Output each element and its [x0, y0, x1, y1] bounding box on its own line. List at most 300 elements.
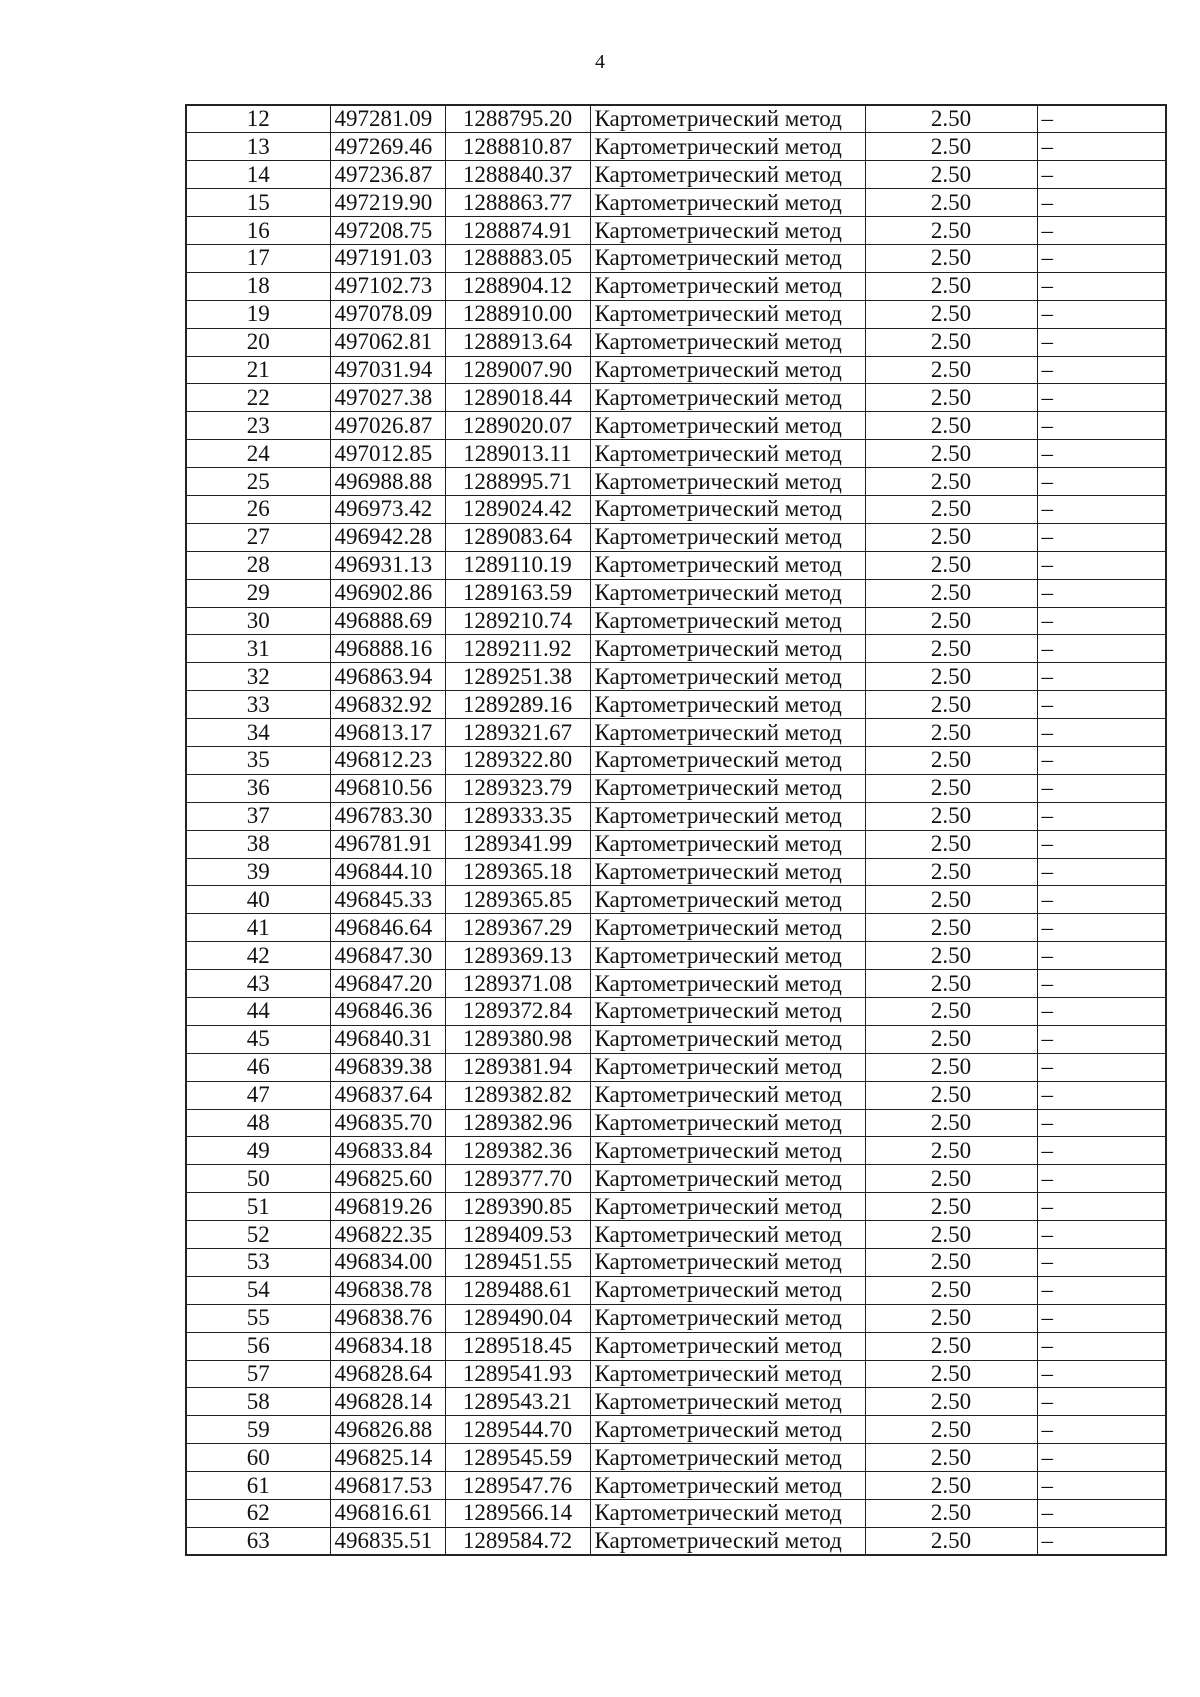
- coordinates-table: [185, 104, 1167, 1556]
- note-cell: –: [1037, 133, 1166, 161]
- x-coordinate-cell: 496832.92: [330, 691, 445, 719]
- x-coordinate-cell: 496840.31: [330, 1025, 445, 1053]
- y-coordinate-cell: 1289390.85: [445, 1193, 590, 1221]
- method-cell: Картометрический метод: [590, 746, 865, 774]
- point-number-cell: 57: [186, 1360, 330, 1388]
- point-number-cell: 42: [186, 942, 330, 970]
- table-row: [186, 105, 1166, 133]
- table-row: [186, 1416, 1166, 1444]
- table-row: [186, 663, 1166, 691]
- x-coordinate-cell: 497219.90: [330, 189, 445, 217]
- y-coordinate-cell: 1289518.45: [445, 1332, 590, 1360]
- x-coordinate-cell: 497012.85: [330, 440, 445, 468]
- point-number-cell: 41: [186, 914, 330, 942]
- table-row: [186, 1193, 1166, 1221]
- accuracy-cell: 2.50: [865, 1053, 1037, 1081]
- x-coordinate-cell: 497208.75: [330, 217, 445, 245]
- note-cell: –: [1037, 1500, 1166, 1528]
- x-coordinate-cell: 496833.84: [330, 1137, 445, 1165]
- accuracy-cell: 2.50: [865, 356, 1037, 384]
- table-row: [186, 523, 1166, 551]
- table-row: [186, 1025, 1166, 1053]
- y-coordinate-cell: 1288904.12: [445, 272, 590, 300]
- accuracy-cell: 2.50: [865, 384, 1037, 412]
- point-number-cell: 33: [186, 691, 330, 719]
- method-cell: Картометрический метод: [590, 663, 865, 691]
- note-cell: –: [1037, 1221, 1166, 1249]
- method-cell: Картометрический метод: [590, 1221, 865, 1249]
- table-row: [186, 161, 1166, 189]
- point-number-cell: 16: [186, 217, 330, 245]
- point-number-cell: 29: [186, 579, 330, 607]
- x-coordinate-cell: 497031.94: [330, 356, 445, 384]
- note-cell: –: [1037, 1249, 1166, 1277]
- accuracy-cell: 2.50: [865, 1193, 1037, 1221]
- point-number-cell: 37: [186, 802, 330, 830]
- accuracy-cell: 2.50: [865, 300, 1037, 328]
- method-cell: Картометрический метод: [590, 1165, 865, 1193]
- table-row: [186, 495, 1166, 523]
- point-number-cell: 61: [186, 1472, 330, 1500]
- method-cell: Картометрический метод: [590, 1444, 865, 1472]
- point-number-cell: 60: [186, 1444, 330, 1472]
- y-coordinate-cell: 1289211.92: [445, 635, 590, 663]
- x-coordinate-cell: 496942.28: [330, 523, 445, 551]
- note-cell: –: [1037, 830, 1166, 858]
- note-cell: –: [1037, 551, 1166, 579]
- table-row: [186, 133, 1166, 161]
- method-cell: Картометрический метод: [590, 272, 865, 300]
- table-row: [186, 189, 1166, 217]
- point-number-cell: 50: [186, 1165, 330, 1193]
- accuracy-cell: 2.50: [865, 1304, 1037, 1332]
- y-coordinate-cell: 1289380.98: [445, 1025, 590, 1053]
- method-cell: Картометрический метод: [590, 970, 865, 998]
- point-number-cell: 25: [186, 468, 330, 496]
- coordinates-table-body: [186, 105, 1166, 1555]
- accuracy-cell: 2.50: [865, 551, 1037, 579]
- table-row: [186, 412, 1166, 440]
- table-row: [186, 914, 1166, 942]
- point-number-cell: 28: [186, 551, 330, 579]
- note-cell: –: [1037, 1527, 1166, 1555]
- method-cell: Картометрический метод: [590, 830, 865, 858]
- x-coordinate-cell: 496902.86: [330, 579, 445, 607]
- note-cell: –: [1037, 1137, 1166, 1165]
- table-row: [186, 1165, 1166, 1193]
- point-number-cell: 26: [186, 495, 330, 523]
- x-coordinate-cell: 497027.38: [330, 384, 445, 412]
- accuracy-cell: 2.50: [865, 105, 1037, 133]
- table-row: [186, 551, 1166, 579]
- y-coordinate-cell: 1289377.70: [445, 1165, 590, 1193]
- table-row: [186, 217, 1166, 245]
- method-cell: Картометрический метод: [590, 1388, 865, 1416]
- y-coordinate-cell: 1289251.38: [445, 663, 590, 691]
- note-cell: –: [1037, 1053, 1166, 1081]
- method-cell: Картометрический метод: [590, 1193, 865, 1221]
- table-row: [186, 1388, 1166, 1416]
- note-cell: –: [1037, 1444, 1166, 1472]
- accuracy-cell: 2.50: [865, 1137, 1037, 1165]
- x-coordinate-cell: 496845.33: [330, 886, 445, 914]
- point-number-cell: 34: [186, 719, 330, 747]
- point-number-cell: 17: [186, 244, 330, 272]
- x-coordinate-cell: 496844.10: [330, 858, 445, 886]
- x-coordinate-cell: 496826.88: [330, 1416, 445, 1444]
- point-number-cell: 54: [186, 1276, 330, 1304]
- x-coordinate-cell: 496825.60: [330, 1165, 445, 1193]
- table-row: [186, 1332, 1166, 1360]
- y-coordinate-cell: 1289545.59: [445, 1444, 590, 1472]
- accuracy-cell: 2.50: [865, 1332, 1037, 1360]
- y-coordinate-cell: 1289333.35: [445, 802, 590, 830]
- x-coordinate-cell: 496837.64: [330, 1081, 445, 1109]
- point-number-cell: 48: [186, 1109, 330, 1137]
- x-coordinate-cell: 496847.30: [330, 942, 445, 970]
- y-coordinate-cell: 1289451.55: [445, 1249, 590, 1277]
- point-number-cell: 56: [186, 1332, 330, 1360]
- y-coordinate-cell: 1289083.64: [445, 523, 590, 551]
- table-row: [186, 942, 1166, 970]
- note-cell: –: [1037, 384, 1166, 412]
- y-coordinate-cell: 1289163.59: [445, 579, 590, 607]
- x-coordinate-cell: 496816.61: [330, 1500, 445, 1528]
- note-cell: –: [1037, 802, 1166, 830]
- y-coordinate-cell: 1289367.29: [445, 914, 590, 942]
- x-coordinate-cell: 497269.46: [330, 133, 445, 161]
- y-coordinate-cell: 1289210.74: [445, 607, 590, 635]
- x-coordinate-cell: 496846.64: [330, 914, 445, 942]
- table-row: [186, 1444, 1166, 1472]
- point-number-cell: 43: [186, 970, 330, 998]
- method-cell: Картометрический метод: [590, 440, 865, 468]
- note-cell: –: [1037, 412, 1166, 440]
- y-coordinate-cell: 1289013.11: [445, 440, 590, 468]
- table-row: [186, 384, 1166, 412]
- note-cell: –: [1037, 1360, 1166, 1388]
- point-number-cell: 24: [186, 440, 330, 468]
- x-coordinate-cell: 496838.76: [330, 1304, 445, 1332]
- x-coordinate-cell: 496839.38: [330, 1053, 445, 1081]
- table-row: [186, 272, 1166, 300]
- x-coordinate-cell: 496812.23: [330, 746, 445, 774]
- y-coordinate-cell: 1289289.16: [445, 691, 590, 719]
- accuracy-cell: 2.50: [865, 161, 1037, 189]
- method-cell: Картометрический метод: [590, 1416, 865, 1444]
- accuracy-cell: 2.50: [865, 1416, 1037, 1444]
- point-number-cell: 40: [186, 886, 330, 914]
- table-row: [186, 1500, 1166, 1528]
- accuracy-cell: 2.50: [865, 970, 1037, 998]
- table-row: [186, 886, 1166, 914]
- x-coordinate-cell: 496988.88: [330, 468, 445, 496]
- accuracy-cell: 2.50: [865, 523, 1037, 551]
- table-row: [186, 1053, 1166, 1081]
- method-cell: Картометрический метод: [590, 244, 865, 272]
- table-row: [186, 440, 1166, 468]
- y-coordinate-cell: 1289322.80: [445, 746, 590, 774]
- method-cell: Картометрический метод: [590, 523, 865, 551]
- accuracy-cell: 2.50: [865, 719, 1037, 747]
- method-cell: Картометрический метод: [590, 356, 865, 384]
- point-number-cell: 12: [186, 105, 330, 133]
- method-cell: Картометрический метод: [590, 468, 865, 496]
- note-cell: –: [1037, 217, 1166, 245]
- method-cell: Картометрический метод: [590, 1276, 865, 1304]
- accuracy-cell: 2.50: [865, 579, 1037, 607]
- note-cell: –: [1037, 105, 1166, 133]
- note-cell: –: [1037, 1165, 1166, 1193]
- method-cell: Картометрический метод: [590, 412, 865, 440]
- point-number-cell: 31: [186, 635, 330, 663]
- table-row: [186, 300, 1166, 328]
- x-coordinate-cell: 496783.30: [330, 802, 445, 830]
- point-number-cell: 62: [186, 1500, 330, 1528]
- note-cell: –: [1037, 1472, 1166, 1500]
- point-number-cell: 46: [186, 1053, 330, 1081]
- note-cell: –: [1037, 691, 1166, 719]
- table-row: [186, 468, 1166, 496]
- x-coordinate-cell: 496834.18: [330, 1332, 445, 1360]
- accuracy-cell: 2.50: [865, 1360, 1037, 1388]
- accuracy-cell: 2.50: [865, 189, 1037, 217]
- accuracy-cell: 2.50: [865, 886, 1037, 914]
- y-coordinate-cell: 1289382.36: [445, 1137, 590, 1165]
- table-row: [186, 746, 1166, 774]
- point-number-cell: 39: [186, 858, 330, 886]
- y-coordinate-cell: 1289544.70: [445, 1416, 590, 1444]
- y-coordinate-cell: 1289321.67: [445, 719, 590, 747]
- accuracy-cell: 2.50: [865, 1249, 1037, 1277]
- point-number-cell: 22: [186, 384, 330, 412]
- y-coordinate-cell: 1289007.90: [445, 356, 590, 384]
- y-coordinate-cell: 1289371.08: [445, 970, 590, 998]
- note-cell: –: [1037, 663, 1166, 691]
- point-number-cell: 52: [186, 1221, 330, 1249]
- method-cell: Картометрический метод: [590, 1472, 865, 1500]
- point-number-cell: 30: [186, 607, 330, 635]
- accuracy-cell: 2.50: [865, 495, 1037, 523]
- accuracy-cell: 2.50: [865, 802, 1037, 830]
- point-number-cell: 23: [186, 412, 330, 440]
- page-number: 4: [595, 51, 605, 73]
- method-cell: Картометрический метод: [590, 1249, 865, 1277]
- y-coordinate-cell: 1289541.93: [445, 1360, 590, 1388]
- x-coordinate-cell: 496828.64: [330, 1360, 445, 1388]
- point-number-cell: 63: [186, 1527, 330, 1555]
- x-coordinate-cell: 496810.56: [330, 774, 445, 802]
- table-row: [186, 774, 1166, 802]
- y-coordinate-cell: 1288883.05: [445, 244, 590, 272]
- y-coordinate-cell: 1289382.82: [445, 1081, 590, 1109]
- y-coordinate-cell: 1289020.07: [445, 412, 590, 440]
- accuracy-cell: 2.50: [865, 133, 1037, 161]
- accuracy-cell: 2.50: [865, 244, 1037, 272]
- point-number-cell: 20: [186, 328, 330, 356]
- accuracy-cell: 2.50: [865, 217, 1037, 245]
- table-row: [186, 858, 1166, 886]
- y-coordinate-cell: 1288913.64: [445, 328, 590, 356]
- method-cell: Картометрический метод: [590, 161, 865, 189]
- table-row: [186, 1472, 1166, 1500]
- point-number-cell: 58: [186, 1388, 330, 1416]
- note-cell: –: [1037, 635, 1166, 663]
- table-row: [186, 802, 1166, 830]
- point-number-cell: 51: [186, 1193, 330, 1221]
- method-cell: Картометрический метод: [590, 635, 865, 663]
- accuracy-cell: 2.50: [865, 1025, 1037, 1053]
- method-cell: Картометрический метод: [590, 1360, 865, 1388]
- accuracy-cell: 2.50: [865, 1109, 1037, 1137]
- table-row: [186, 579, 1166, 607]
- accuracy-cell: 2.50: [865, 1388, 1037, 1416]
- note-cell: –: [1037, 886, 1166, 914]
- x-coordinate-cell: 496813.17: [330, 719, 445, 747]
- table-row: [186, 1081, 1166, 1109]
- note-cell: –: [1037, 161, 1166, 189]
- accuracy-cell: 2.50: [865, 1165, 1037, 1193]
- note-cell: –: [1037, 1304, 1166, 1332]
- x-coordinate-cell: 496863.94: [330, 663, 445, 691]
- table-row: [186, 1276, 1166, 1304]
- note-cell: –: [1037, 1025, 1166, 1053]
- x-coordinate-cell: 496817.53: [330, 1472, 445, 1500]
- accuracy-cell: 2.50: [865, 663, 1037, 691]
- method-cell: Картометрический метод: [590, 1500, 865, 1528]
- point-number-cell: 15: [186, 189, 330, 217]
- accuracy-cell: 2.50: [865, 691, 1037, 719]
- method-cell: Картометрический метод: [590, 328, 865, 356]
- table-row: [186, 1304, 1166, 1332]
- method-cell: Картометрический метод: [590, 384, 865, 412]
- note-cell: –: [1037, 970, 1166, 998]
- note-cell: –: [1037, 468, 1166, 496]
- y-coordinate-cell: 1289584.72: [445, 1527, 590, 1555]
- table-row: [186, 998, 1166, 1026]
- point-number-cell: 18: [186, 272, 330, 300]
- x-coordinate-cell: 496822.35: [330, 1221, 445, 1249]
- note-cell: –: [1037, 942, 1166, 970]
- y-coordinate-cell: 1288874.91: [445, 217, 590, 245]
- y-coordinate-cell: 1289369.13: [445, 942, 590, 970]
- method-cell: Картометрический метод: [590, 998, 865, 1026]
- method-cell: Картометрический метод: [590, 1332, 865, 1360]
- note-cell: –: [1037, 1332, 1166, 1360]
- accuracy-cell: 2.50: [865, 1500, 1037, 1528]
- accuracy-cell: 2.50: [865, 1472, 1037, 1500]
- table-row: [186, 244, 1166, 272]
- accuracy-cell: 2.50: [865, 468, 1037, 496]
- y-coordinate-cell: 1289323.79: [445, 774, 590, 802]
- method-cell: Картометрический метод: [590, 189, 865, 217]
- accuracy-cell: 2.50: [865, 272, 1037, 300]
- point-number-cell: 49: [186, 1137, 330, 1165]
- note-cell: –: [1037, 607, 1166, 635]
- point-number-cell: 14: [186, 161, 330, 189]
- x-coordinate-cell: 496828.14: [330, 1388, 445, 1416]
- y-coordinate-cell: 1289110.19: [445, 551, 590, 579]
- y-coordinate-cell: 1289543.21: [445, 1388, 590, 1416]
- note-cell: –: [1037, 244, 1166, 272]
- note-cell: –: [1037, 1276, 1166, 1304]
- point-number-cell: 32: [186, 663, 330, 691]
- point-number-cell: 44: [186, 998, 330, 1026]
- x-coordinate-cell: 496931.13: [330, 551, 445, 579]
- y-coordinate-cell: 1288910.00: [445, 300, 590, 328]
- note-cell: –: [1037, 858, 1166, 886]
- method-cell: Картометрический метод: [590, 300, 865, 328]
- x-coordinate-cell: 497078.09: [330, 300, 445, 328]
- accuracy-cell: 2.50: [865, 1221, 1037, 1249]
- table-row: [186, 1221, 1166, 1249]
- x-coordinate-cell: 496835.51: [330, 1527, 445, 1555]
- note-cell: –: [1037, 189, 1166, 217]
- point-number-cell: 21: [186, 356, 330, 384]
- x-coordinate-cell: 497236.87: [330, 161, 445, 189]
- point-number-cell: 38: [186, 830, 330, 858]
- x-coordinate-cell: 496819.26: [330, 1193, 445, 1221]
- method-cell: Картометрический метод: [590, 719, 865, 747]
- note-cell: –: [1037, 719, 1166, 747]
- point-number-cell: 53: [186, 1249, 330, 1277]
- method-cell: Картометрический метод: [590, 1081, 865, 1109]
- table-row: [186, 607, 1166, 635]
- note-cell: –: [1037, 523, 1166, 551]
- accuracy-cell: 2.50: [865, 914, 1037, 942]
- note-cell: –: [1037, 1388, 1166, 1416]
- accuracy-cell: 2.50: [865, 1444, 1037, 1472]
- method-cell: Картометрический метод: [590, 802, 865, 830]
- note-cell: –: [1037, 774, 1166, 802]
- x-coordinate-cell: 496835.70: [330, 1109, 445, 1137]
- y-coordinate-cell: 1289490.04: [445, 1304, 590, 1332]
- x-coordinate-cell: 496838.78: [330, 1276, 445, 1304]
- x-coordinate-cell: 496888.16: [330, 635, 445, 663]
- table-row: [186, 719, 1166, 747]
- x-coordinate-cell: 496847.20: [330, 970, 445, 998]
- table-row: [186, 1109, 1166, 1137]
- table-row: [186, 830, 1166, 858]
- x-coordinate-cell: 497281.09: [330, 105, 445, 133]
- y-coordinate-cell: 1289018.44: [445, 384, 590, 412]
- accuracy-cell: 2.50: [865, 1527, 1037, 1555]
- table-row: [186, 691, 1166, 719]
- y-coordinate-cell: 1288810.87: [445, 133, 590, 161]
- y-coordinate-cell: 1289024.42: [445, 495, 590, 523]
- method-cell: Картометрический метод: [590, 607, 865, 635]
- method-cell: Картометрический метод: [590, 1053, 865, 1081]
- y-coordinate-cell: 1289409.53: [445, 1221, 590, 1249]
- y-coordinate-cell: 1289488.61: [445, 1276, 590, 1304]
- accuracy-cell: 2.50: [865, 858, 1037, 886]
- x-coordinate-cell: 496846.36: [330, 998, 445, 1026]
- accuracy-cell: 2.50: [865, 1276, 1037, 1304]
- y-coordinate-cell: 1289365.85: [445, 886, 590, 914]
- method-cell: Картометрический метод: [590, 942, 865, 970]
- y-coordinate-cell: 1288995.71: [445, 468, 590, 496]
- method-cell: Картометрический метод: [590, 691, 865, 719]
- y-coordinate-cell: 1289365.18: [445, 858, 590, 886]
- x-coordinate-cell: 496825.14: [330, 1444, 445, 1472]
- note-cell: –: [1037, 579, 1166, 607]
- method-cell: Картометрический метод: [590, 858, 865, 886]
- y-coordinate-cell: 1288840.37: [445, 161, 590, 189]
- accuracy-cell: 2.50: [865, 607, 1037, 635]
- table-row: [186, 356, 1166, 384]
- accuracy-cell: 2.50: [865, 774, 1037, 802]
- note-cell: –: [1037, 495, 1166, 523]
